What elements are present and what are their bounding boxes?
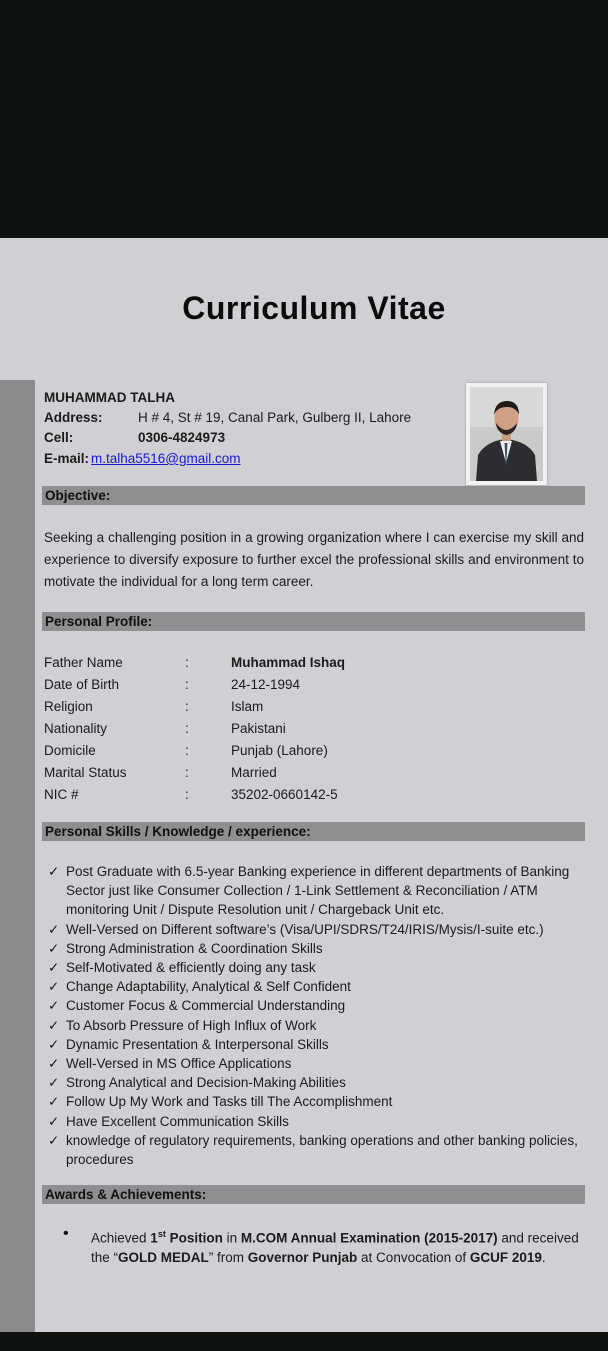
skill-text: Strong Administration & Coordination Skills <box>66 940 323 956</box>
bottom-dark-band <box>0 1332 608 1351</box>
skills-list <box>44 862 584 1169</box>
list-item <box>44 1073 584 1092</box>
skill-text: Self-Motivated & efficiently doing any task <box>66 960 316 976</box>
profile-value: Muhammad Ishaq <box>231 655 346 670</box>
list-item <box>44 1131 584 1169</box>
profile-value: 35202-0660142-5 <box>231 787 338 802</box>
profile-value: 24-12-1994 <box>231 677 301 692</box>
award-part: . <box>541 1249 546 1265</box>
profile-value: Pakistani <box>231 721 286 736</box>
check-icon: ✓ <box>48 940 60 956</box>
objective-heading-bar <box>42 486 585 505</box>
profile-separator: : <box>185 677 189 692</box>
objective-heading: Objective: <box>45 488 111 503</box>
award-part: 1 <box>150 1230 158 1246</box>
profile-separator: : <box>185 721 189 736</box>
top-dark-band <box>0 0 608 238</box>
check-icon: ✓ <box>48 921 60 937</box>
email-link[interactable]: m.talha5516@gmail.com <box>91 451 241 466</box>
skills-heading-bar <box>42 822 585 841</box>
check-icon: ✓ <box>48 1056 60 1072</box>
award-part: at Convocation of <box>357 1249 470 1265</box>
profile-label: Father Name <box>44 655 123 670</box>
list-item <box>44 920 584 939</box>
profile-heading: Personal Profile: <box>45 614 153 629</box>
profile-separator: : <box>185 765 189 780</box>
award-text <box>91 1225 586 1267</box>
profile-separator: : <box>185 655 189 670</box>
candidate-name: MUHAMMAD TALHA <box>44 390 175 405</box>
list-item <box>44 939 584 958</box>
skill-text: Post Graduate with 6.5-year Banking experience in different departments of Banking Sector just like Consumer Collection / 1-Link Settlement & Reconciliation / ATM monitoring Unit / Dispute Resolution unit / Chargeback Unit etc. <box>66 864 570 918</box>
left-side-strip <box>0 380 35 1332</box>
bullet-icon: • <box>63 1225 69 1242</box>
list-item <box>44 1112 584 1131</box>
skill-text: Have Excellent Communication Skills <box>66 1113 289 1129</box>
address-value: H # 4, St # 19, Canal Park, Gulberg II, Lahore <box>138 410 412 425</box>
award-part: Achieved <box>91 1230 151 1246</box>
document-title: Curriculum Vitae <box>182 290 446 326</box>
award-part: GCUF 2019 <box>469 1249 542 1265</box>
skills-heading: Personal Skills / Knowledge / experience: <box>45 824 311 839</box>
list-item <box>44 996 584 1015</box>
award-part: Governor Punjab <box>247 1249 358 1265</box>
list-item <box>44 862 584 920</box>
profile-label: Marital Status <box>44 765 127 780</box>
profile-label: Domicile <box>44 743 96 758</box>
skill-text: Well-Versed in MS Office Applications <box>66 1056 292 1072</box>
skill-text: Dynamic Presentation & Interpersonal Skills <box>66 1036 329 1052</box>
skill-text: Follow Up My Work and Tasks till The Accomplishment <box>66 1094 393 1110</box>
check-icon: ✓ <box>48 979 60 995</box>
check-icon: ✓ <box>48 1075 60 1091</box>
profile-label: Date of Birth <box>44 677 120 692</box>
skill-text: Customer Focus & Commercial Understanding <box>66 998 346 1014</box>
cell-label: Cell: <box>44 430 74 445</box>
check-icon: ✓ <box>48 1094 60 1110</box>
profile-value: Married <box>231 765 277 780</box>
award-part: st <box>157 1229 166 1239</box>
check-icon: ✓ <box>48 960 60 976</box>
profile-value: Punjab (Lahore) <box>231 743 328 758</box>
email-label: E-mail: <box>44 451 90 466</box>
profile-separator: : <box>185 699 189 714</box>
person-icon <box>466 383 547 485</box>
address-label: Address: <box>44 410 103 425</box>
skill-text: To Absorb Pressure of High Influx of Work <box>66 1017 317 1033</box>
list-item <box>44 958 584 977</box>
award-part: M.COM Annual Examination (2015-2017) <box>240 1230 498 1246</box>
list-item <box>44 1035 584 1054</box>
skill-text: Strong Analytical and Decision-Making Abilities <box>66 1075 346 1091</box>
check-icon: ✓ <box>48 998 60 1014</box>
profile-label: NIC # <box>44 787 79 802</box>
awards-heading-bar <box>42 1185 585 1204</box>
profile-label: Religion <box>44 699 93 714</box>
list-item <box>44 977 584 996</box>
check-icon: ✓ <box>48 864 60 879</box>
objective-text: Seeking a challenging position in a growing organization where I can exercise my skill and experience to diversify exposure to further excel the professional skills and environment to motivate the individual for a long term career. <box>44 530 584 589</box>
award-part: GOLD MEDAL <box>118 1249 209 1265</box>
award-part: in <box>222 1230 241 1246</box>
profile-label: Nationality <box>44 721 108 736</box>
skill-text: knowledge of regulatory requirements, banking operations and other banking policies, procedures <box>66 1132 578 1168</box>
awards-heading: Awards & Achievements: <box>45 1187 207 1202</box>
list-item <box>44 1092 584 1111</box>
profile-photo <box>466 383 547 485</box>
award-part: Position <box>165 1230 223 1246</box>
cell-value: 0306-4824973 <box>138 430 226 445</box>
profile-separator: : <box>185 787 189 802</box>
skill-text: Change Adaptability, Analytical & Self Confident <box>66 979 351 995</box>
check-icon: ✓ <box>48 1036 60 1052</box>
check-icon: ✓ <box>48 1017 60 1033</box>
list-item <box>44 1016 584 1035</box>
check-icon: ✓ <box>48 1113 60 1129</box>
award-part: and received the “ <box>91 1230 579 1265</box>
profile-separator: : <box>185 743 189 758</box>
profile-heading-bar <box>42 612 585 631</box>
skill-text: Well-Versed on Different software’s (Visa/UPI/SDRS/T24/IRIS/Mysis/I-suite etc.) <box>66 921 544 937</box>
check-icon: ✓ <box>48 1132 60 1148</box>
profile-value: Islam <box>231 699 264 714</box>
list-item <box>44 1054 584 1073</box>
award-part: ” from <box>208 1249 248 1265</box>
